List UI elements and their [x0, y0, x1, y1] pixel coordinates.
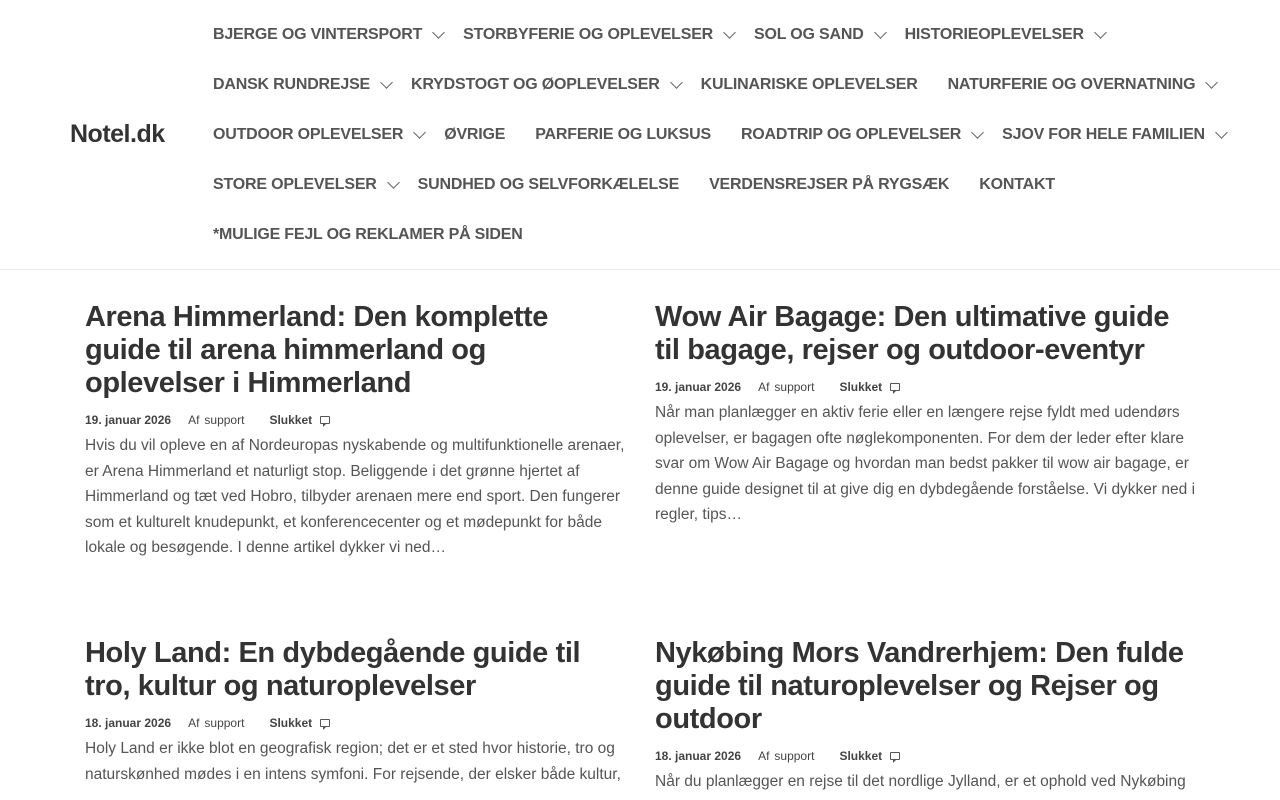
nav-item-label: PARFERIE OG LUKSUS	[535, 126, 711, 143]
post-card	[655, 637, 1200, 795]
nav-item-label: ØVRIGE	[444, 126, 506, 143]
nav-item-label: KULINARISKE OPLEVELSER	[700, 76, 918, 93]
nav-item-label: BJERGE OG VINTERSPORT	[213, 26, 423, 43]
nav-item[interactable]	[979, 176, 1055, 194]
nav-item[interactable]	[213, 26, 443, 44]
nav-item[interactable]	[905, 26, 1105, 44]
comment-icon	[890, 383, 900, 391]
post-card	[85, 301, 630, 561]
post-author[interactable]: support	[204, 413, 245, 427]
chevron-down-icon[interactable]	[1205, 76, 1218, 89]
nav-item-label: SOL OG SAND	[754, 26, 864, 43]
post-title[interactable]: Wow Air Bagage: Den ultimative guide til bagage, rejser og outdoor-eventyr	[655, 301, 1170, 366]
nav-item[interactable]	[535, 126, 711, 144]
nav-item-label: VERDENSREJSER PÅ RYGSÆK	[709, 176, 950, 193]
site-header	[0, 0, 1280, 270]
nav-item[interactable]	[444, 126, 505, 144]
nav-item-label: HISTORIEOPLEVELSER	[904, 26, 1084, 43]
comments-status: Slukket	[269, 413, 313, 427]
chevron-down-icon[interactable]	[1215, 126, 1228, 139]
chevron-down-icon[interactable]	[1094, 26, 1107, 39]
post-card	[655, 301, 1200, 528]
comment-icon	[890, 752, 900, 760]
post-excerpt: Når man planlægger en aktiv ferie eller en længere rejse fyldt med udendørs oplevelser, er bagagen ofte nøglekomponenten. For dem der leder efter klare svar om Wow Air Bagage og hvordan man bedst pakker til wow air bagage, er denne guide designet til at give dig en dybdegående forståelse. Vi dykker ned i regler, tips…	[655, 404, 1196, 524]
chevron-down-icon[interactable]	[874, 26, 887, 39]
chevron-down-icon[interactable]	[670, 76, 683, 89]
post-meta	[85, 410, 630, 430]
nav-item[interactable]	[1002, 126, 1226, 144]
author-prefix: Af	[188, 413, 200, 427]
comment-icon	[320, 719, 330, 727]
nav-item[interactable]	[213, 126, 424, 144]
nav-row	[213, 60, 1253, 110]
nav-item[interactable]	[948, 76, 1217, 94]
post-date[interactable]: 19. januar 2026	[655, 380, 742, 394]
nav-item-label: KRYDSTOGT OG ØOPLEVELSER	[411, 76, 660, 93]
post-date[interactable]: 18. januar 2026	[655, 749, 742, 763]
author-prefix: Af	[758, 749, 770, 763]
nav-item[interactable]	[213, 176, 398, 194]
author-prefix: Af	[758, 380, 770, 394]
chevron-down-icon[interactable]	[723, 26, 736, 39]
nav-item[interactable]	[754, 26, 885, 44]
nav-item[interactable]	[418, 176, 679, 194]
author-prefix: Af	[188, 716, 200, 730]
post-excerpt: Hvis du vil opleve en af Nordeuropas nyskabende og multifunktionelle arenaer, er Arena Himmerland et naturligt stop. Beliggende i det grønne hjertet af Himmerland og tæt ved Hobro, tilbyder arenaen mere end sport. Den fungerer som et kulturelt knudepunkt, et konferencecenter og et mødepunkt for både lokale og besøgende. I denne artikel dykker vi ned…	[85, 437, 625, 557]
chevron-down-icon[interactable]	[387, 176, 400, 189]
post-title[interactable]: Holy Land: En dybdegående guide til tro, kultur og naturoplevelser	[85, 637, 581, 702]
nav-item[interactable]	[213, 226, 523, 244]
post-title[interactable]: Nykøbing Mors Vandrerhjem: Den fulde guide til naturoplevelser og Rejser og outdoor	[655, 637, 1184, 735]
main-navigation	[213, 10, 1253, 260]
post-author[interactable]: support	[774, 749, 815, 763]
nav-item-label: DANSK RUNDREJSE	[213, 76, 371, 93]
nav-row	[213, 110, 1253, 160]
post-date[interactable]: 19. januar 2026	[85, 413, 172, 427]
comments-status: Slukket	[839, 749, 883, 763]
nav-item-label: STORE OPLEVELSER	[213, 176, 377, 193]
post-author[interactable]: support	[774, 380, 815, 394]
nav-item-label: ROADTRIP OG OPLEVELSER	[740, 126, 962, 143]
nav-item-label: STORBYFERIE OG OPLEVELSER	[463, 26, 714, 43]
post-meta	[655, 746, 1200, 766]
comment-icon	[320, 416, 330, 424]
nav-item[interactable]	[709, 176, 949, 194]
nav-row	[213, 160, 1253, 210]
chevron-down-icon[interactable]	[413, 126, 426, 139]
chevron-down-icon[interactable]	[971, 126, 984, 139]
nav-row	[213, 210, 1253, 260]
comments-status: Slukket	[839, 380, 883, 394]
nav-item[interactable]	[213, 76, 391, 94]
chevron-down-icon[interactable]	[380, 76, 393, 89]
site-logo[interactable]: Notel.dk	[70, 120, 165, 148]
post-excerpt: Når du planlægger en rejse til det nordlige Jylland, er et ophold ved Nykøbing	[655, 773, 1186, 790]
nav-item-label: KONTAKT	[979, 176, 1055, 193]
chevron-down-icon[interactable]	[432, 26, 445, 39]
nav-item-label: OUTDOOR OPLEVELSER	[213, 126, 404, 143]
nav-item-label: SJOV FOR HELE FAMILIEN	[1002, 126, 1205, 143]
nav-item-label: NATURFERIE OG OVERNATNING	[947, 76, 1196, 93]
post-date[interactable]: 18. januar 2026	[85, 716, 172, 730]
nav-item[interactable]	[741, 126, 982, 144]
nav-item[interactable]	[411, 76, 681, 94]
nav-item-label: SUNDHED OG SELVFORKÆLELSE	[417, 176, 680, 193]
post-author[interactable]: support	[204, 716, 245, 730]
post-excerpt: Holy Land er ikke blot en geografisk region; det er et sted hvor historie, tro og naturskønhed mødes i en intens symfoni. For rejsende, der elsker både kultur,	[85, 740, 621, 783]
post-title[interactable]: Arena Himmerland: Den komplette guide til arena himmerland og oplevelser i Himmerland	[85, 301, 548, 399]
nav-item-label: *MULIGE FEJL OG REKLAMER PÅ SIDEN	[213, 226, 523, 243]
nav-item[interactable]	[463, 26, 734, 44]
comments-status: Slukket	[269, 716, 313, 730]
post-card	[85, 637, 630, 787]
post-meta	[655, 377, 1200, 397]
nav-item[interactable]	[701, 76, 918, 94]
post-meta	[85, 713, 630, 733]
nav-row	[213, 10, 1253, 60]
